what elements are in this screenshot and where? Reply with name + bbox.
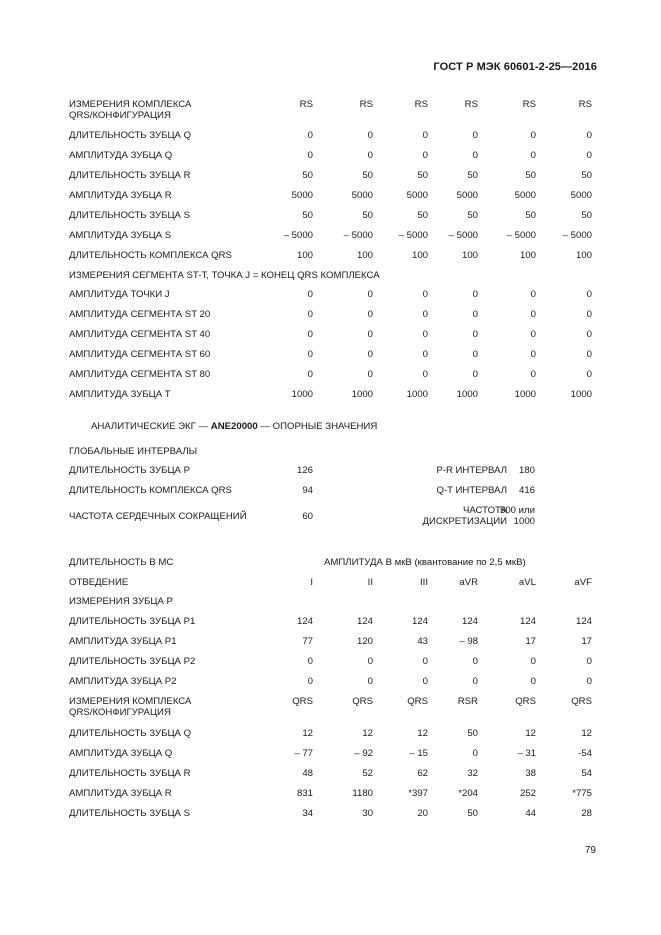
table-cell: – 5000	[283, 230, 313, 241]
table-cell: – 5000	[562, 230, 592, 241]
table-cell: 52	[362, 768, 373, 779]
table-cell: 50	[302, 170, 313, 181]
row-label: ИЗМЕРЕНИЯ ЗУБЦА P	[69, 596, 173, 607]
table-cell: 0	[422, 309, 428, 320]
global-value-right: 416	[518, 485, 535, 496]
table-cell: RSR	[457, 696, 478, 707]
table-cell: 0	[367, 329, 373, 340]
table-cell: RS	[464, 99, 478, 110]
section-suffix: — ОПОРНЫЕ ЗНАЧЕНИЯ	[257, 421, 378, 432]
table-cell: 0	[422, 150, 428, 161]
global-label-right: ЧАСТОТА ДИСКРЕТИЗАЦИИ	[422, 505, 507, 527]
table-cell: 0	[307, 289, 313, 300]
table-cell: 50	[467, 210, 478, 221]
table-cell: 0	[307, 130, 313, 141]
row-label: ДЛИТЕЛЬНОСТЬ ЗУБЦА S	[69, 808, 190, 819]
table-cell: 17	[581, 636, 592, 647]
table-cell: 0	[422, 329, 428, 340]
table-cell: 124	[461, 616, 478, 627]
table-cell: 0	[422, 130, 428, 141]
table-cell: 48	[302, 768, 313, 779]
table-cell: 62	[417, 768, 428, 779]
row-label: ДЛИТЕЛЬНОСТЬ ЗУБЦА R	[69, 170, 191, 181]
table-cell: 124	[411, 616, 428, 627]
table-cell: QRS	[352, 696, 373, 707]
table-cell: 50	[362, 170, 373, 181]
global-label-right: P-R ИНТЕРВАЛ	[436, 465, 507, 476]
table-cell: 50	[525, 170, 536, 181]
table-cell: 124	[519, 616, 536, 627]
table-cell: 0	[530, 150, 536, 161]
table-cell: 0	[422, 369, 428, 380]
table-cell: 0	[586, 656, 592, 667]
table-cell: 50	[467, 728, 478, 739]
table-cell: 5000	[456, 190, 478, 201]
table-cell: 1000	[456, 389, 478, 400]
table-cell: 38	[525, 768, 536, 779]
table-cell: 120	[356, 636, 373, 647]
table-cell: 12	[417, 728, 428, 739]
table-cell: 50	[362, 210, 373, 221]
table-cell: 0	[472, 676, 478, 687]
row-label: ДЛИТЕЛЬНОСТЬ ЗУБЦА R	[69, 768, 191, 779]
table-cell: – 31	[517, 748, 536, 759]
table-cell: 5000	[514, 190, 536, 201]
table-cell: – 92	[354, 748, 373, 759]
table-cell: 0	[307, 369, 313, 380]
table-cell: III	[420, 577, 428, 588]
table-cell: 0	[422, 289, 428, 300]
row-label: ДЛИТЕЛЬНОСТЬ КОМПЛЕКСА QRS	[69, 250, 232, 261]
table-cell: 0	[530, 309, 536, 320]
table-cell: 0	[307, 329, 313, 340]
table-cell: aVR	[459, 577, 478, 588]
table-cell: 12	[362, 728, 373, 739]
table-cell: I	[310, 577, 313, 588]
table-cell: 50	[467, 808, 478, 819]
table-cell: 124	[575, 616, 592, 627]
table-cell: 50	[581, 170, 592, 181]
section-code: ANE20000	[210, 421, 258, 432]
table-cell: 5000	[291, 190, 313, 201]
table-cell: 34	[302, 808, 313, 819]
table-cell: 0	[307, 349, 313, 360]
table-cell: 20	[417, 808, 428, 819]
table-cell: 0	[530, 656, 536, 667]
table-cell: 100	[461, 250, 478, 261]
table-cell: 17	[525, 636, 536, 647]
table-cell: 77	[302, 636, 313, 647]
table-cell: 0	[586, 329, 592, 340]
table-cell: RS	[578, 99, 592, 110]
document-body: АНАЛИТИЧЕСКИЕ ЭКГ — ANE20000 — ОПОРНЫЕ ЗНАЧЕНИЯ ГЛОБАЛЬНЫЕ ИНТЕРВАЛЫ ДЛИТЕЛЬНОСТЬ ЗУБЦА P 126 P-R ИНТЕРВАЛ 180 ДЛИТЕЛЬНОСТЬ КОМПЛЕКСА QRS 94 Q-T ИНТЕРВАЛ 416 ЧАСТОТА СЕРДЕЧНЫХ СОКРАЩЕНИЙ 60 ЧАСТОТА ДИСКРЕТИЗАЦИИ 500 или 1000 ДЛИТЕЛЬНОСТЬ В МС АМПЛИТУДА В мкВ (квантование по 2,5 мкВ) ИЗМЕРЕНИЯ КОМПЛЕКСА QRS/КОНФИГУРАЦИЯ RS RS RS RS RS RS ДЛИТЕЛЬНОСТЬ ЗУБЦА Q 0 0 0 0 0 0 АМПЛИТУДА ЗУБЦА Q 0 0 0 0 0 0 ДЛИТЕЛЬНОСТЬ ЗУБЦА R 50 50 50 50 50 50 АМПЛИТУДА ЗУБЦА R 5000 5000 5000 5000 5000 5000 ДЛИТЕЛЬНОСТЬ ЗУБЦА S 50 50 50 50 50 50 АМПЛИТУДА ЗУБЦА S – 5000 – 5000 – 5000 – 5000 – 5000 – 5000 ДЛИТЕЛЬНОСТЬ КОМПЛЕКСА QRS 100 100 100 100 100 100 ИЗМЕРЕНИЯ СЕГМЕНТА ST-T, ТОЧКА J = КОНЕЦ QRS КОМПЛЕКСА АМПЛИТУДА ТОЧКИ J 0 0 0 0 0 0 АМПЛИТУДА СЕГМЕНТА ST 20 0 0 0 0 0 0 АМПЛИТУДА СЕГМЕНТА ST 40 0 0 0 0 0 0 АМПЛИТУДА СЕГМЕНТА ST 60 0 0 0 0 0 0 АМПЛИТУДА СЕГМЕНТА ST 80 0 0 0 0 0 0 АМПЛИТУДА ЗУБЦА Т 1000 1000 1000 1000 1000 1000 ОТВЕДЕНИЕ I II III aVR aVL aVF ИЗМЕРЕНИЯ ЗУБЦА P ДЛИТЕЛЬНОСТЬ ЗУБЦА P1 124 124 124 124 124 124 АМПЛИТУДА ЗУБЦА P1 77 120 43 – 98 17 17 ДЛИТЕЛЬНОСТЬ ЗУБЦА P2 0 0 0 0 0 0 АМПЛИТУДА ЗУБЦА P2 0 0 0 0 0 0 ИЗМЕРЕНИЯ КОМПЛЕКСА QRS/КОНФИГУРАЦИЯ QRS QRS QRS RSR QRS QRS ДЛИТЕЛЬНОСТЬ ЗУБЦА Q 12 12 12 50 12 12 АМПЛИТУДА ЗУБЦА Q – 77 – 92 – 15 0 – 31 -54 ДЛИТЕЛЬНОСТЬ ЗУБЦА R 48 52 62 32 38 54 АМПЛИТУДА ЗУБЦА R 831 1180 *397 *204 252 *775 ДЛИТЕЛЬНОСТЬ ЗУБЦА S 34 30 20 50 44 28	[69, 99, 592, 819]
table-cell: 0	[367, 369, 373, 380]
row-label: АМПЛИТУДА СЕГМЕНТА ST 60	[69, 349, 211, 360]
table-cell: 50	[417, 170, 428, 181]
table-cell: 50	[525, 210, 536, 221]
table-cell: 0	[472, 656, 478, 667]
row-label: АМПЛИТУДА ЗУБЦА Q	[69, 150, 173, 161]
table-cell: 0	[472, 309, 478, 320]
table-cell: 252	[519, 788, 536, 799]
section-title	[91, 421, 377, 432]
table-cell: 5000	[406, 190, 428, 201]
table-cell: 100	[411, 250, 428, 261]
section-prefix: АНАЛИТИЧЕСКИЕ ЭКГ —	[91, 421, 211, 432]
table-cell: 100	[519, 250, 536, 261]
row-label: АМПЛИТУДА ЗУБЦА Т	[69, 389, 171, 400]
table-cell: 1180	[352, 788, 373, 799]
row-label: АМПЛИТУДА ЗУБЦА R	[69, 788, 172, 799]
table-cell: 0	[530, 369, 536, 380]
row-label: АМПЛИТУДА СЕГМЕНТА ST 80	[69, 369, 211, 380]
table-cell: 5000	[570, 190, 592, 201]
row-label: ИЗМЕРЕНИЯ СЕГМЕНТА ST-T, ТОЧКА J = КОНЕЦ QRS КОМПЛЕКСА	[69, 270, 380, 281]
table-cell: 0	[367, 656, 373, 667]
table-cell: 0	[367, 150, 373, 161]
table-cell: RS	[299, 99, 313, 110]
table-cell: QRS	[407, 696, 428, 707]
table-cell: 0	[586, 369, 592, 380]
table-cell: 1000	[291, 389, 313, 400]
table-cell: 100	[356, 250, 373, 261]
table-cell: – 5000	[398, 230, 428, 241]
table-cell: 0	[530, 676, 536, 687]
table-cell: – 98	[459, 636, 478, 647]
table-cell: 1000	[406, 389, 428, 400]
table-cell: 0	[586, 349, 592, 360]
table-cell: -54	[578, 748, 592, 759]
row-label: АМПЛИТУДА ЗУБЦА P1	[69, 636, 177, 647]
amplitude-header: АМПЛИТУДА В мкВ (квантование по 2,5 мкВ)	[324, 557, 526, 568]
table-cell: 0	[307, 309, 313, 320]
table-cell: 0	[472, 329, 478, 340]
table-cell: 0	[367, 130, 373, 141]
table-cell: QRS	[515, 696, 536, 707]
table-cell: 0	[422, 349, 428, 360]
row-label: ИЗМЕРЕНИЯ КОМПЛЕКСА QRS/КОНФИГУРАЦИЯ	[69, 99, 192, 121]
table-cell: 0	[530, 130, 536, 141]
global-value-right: 180	[518, 465, 535, 476]
table-cell: 0	[530, 349, 536, 360]
table-cell: 28	[581, 808, 592, 819]
table-cell: – 15	[409, 748, 428, 759]
page-number: 79	[584, 845, 596, 856]
row-label: ИЗМЕРЕНИЯ КОМПЛЕКСА QRS/КОНФИГУРАЦИЯ	[69, 696, 192, 718]
table-cell: QRS	[571, 696, 592, 707]
table-cell: 32	[467, 768, 478, 779]
table-cell: 1000	[351, 389, 373, 400]
table-cell: 12	[525, 728, 536, 739]
table-cell: 0	[367, 676, 373, 687]
table-cell: RS	[414, 99, 428, 110]
global-value-right: 500 или 1000	[500, 505, 535, 527]
document-header: ГОСТ Р МЭК 60601-2-25—2016	[433, 61, 597, 73]
table-cell: – 5000	[343, 230, 373, 241]
table-cell: 12	[581, 728, 592, 739]
table-cell: 54	[581, 768, 592, 779]
table-cell: 0	[586, 676, 592, 687]
table-cell: RS	[522, 99, 536, 110]
table-cell: 831	[296, 788, 313, 799]
table-cell: 12	[302, 728, 313, 739]
table-cell: *775	[572, 788, 592, 799]
table-cell: *204	[458, 788, 478, 799]
table-cell: 5000	[351, 190, 373, 201]
table-cell: 0	[586, 309, 592, 320]
table-cell: 0	[472, 150, 478, 161]
table-cell: 50	[302, 210, 313, 221]
table-cell: RS	[359, 99, 373, 110]
table-cell: 30	[362, 808, 373, 819]
table-cell: 0	[530, 329, 536, 340]
row-label: АМПЛИТУДА ТОЧКИ J	[69, 289, 170, 300]
row-label: ОТВЕДЕНИЕ	[69, 577, 129, 588]
row-label: АМПЛИТУДА ЗУБЦА P2	[69, 676, 177, 687]
table-cell: 0	[367, 309, 373, 320]
table-cell: 50	[581, 210, 592, 221]
table-cell: 0	[307, 656, 313, 667]
table-cell: 44	[525, 808, 536, 819]
table-cell: 1000	[570, 389, 592, 400]
row-label: ДЛИТЕЛЬНОСТЬ ЗУБЦА P2	[69, 656, 196, 667]
row-label: ДЛИТЕЛЬНОСТЬ ЗУБЦА P1	[69, 616, 196, 627]
table-cell: 0	[367, 289, 373, 300]
table-cell: II	[367, 577, 373, 588]
table-cell: 50	[417, 210, 428, 221]
table-cell: aVF	[574, 577, 592, 588]
table-cell: 100	[575, 250, 592, 261]
table-cell: 43	[417, 636, 428, 647]
table-cell: – 5000	[506, 230, 536, 241]
table-cell: – 77	[294, 748, 313, 759]
row-label: АМПЛИТУДА ЗУБЦА S	[69, 230, 172, 241]
row-label: ДЛИТЕЛЬНОСТЬ ЗУБЦА Q	[69, 130, 192, 141]
table-cell: 50	[467, 170, 478, 181]
table-cell: 0	[472, 289, 478, 300]
table-cell: 124	[356, 616, 373, 627]
table-cell: 0	[472, 130, 478, 141]
table-cell: aVL	[518, 577, 536, 588]
table-cell: 100	[296, 250, 313, 261]
row-label: АМПЛИТУДА ЗУБЦА R	[69, 190, 172, 201]
table-cell: 0	[422, 656, 428, 667]
table-cell: 0	[472, 349, 478, 360]
table-cell: – 5000	[448, 230, 478, 241]
table-cell: 124	[296, 616, 313, 627]
table-cell: 0	[472, 369, 478, 380]
table-cell: 0	[307, 676, 313, 687]
table-cell: 0	[472, 748, 478, 759]
row-label: АМПЛИТУДА СЕГМЕНТА ST 20	[69, 309, 211, 320]
table-cell: 0	[530, 289, 536, 300]
row-label: ДЛИТЕЛЬНОСТЬ ЗУБЦА S	[69, 210, 190, 221]
table-cell: 1000	[514, 389, 536, 400]
table-cell: 0	[367, 349, 373, 360]
table-cell: 0	[586, 289, 592, 300]
table-cell: 0	[307, 150, 313, 161]
global-label-right: Q-T ИНТЕРВАЛ	[436, 485, 507, 496]
table-cell: 0	[422, 676, 428, 687]
row-label: ДЛИТЕЛЬНОСТЬ ЗУБЦА Q	[69, 728, 192, 739]
row-label: АМПЛИТУДА СЕГМЕНТА ST 40	[69, 329, 211, 340]
table-cell: 0	[586, 150, 592, 161]
table-cell: *397	[408, 788, 428, 799]
table-cell: QRS	[292, 696, 313, 707]
row-label: АМПЛИТУДА ЗУБЦА Q	[69, 748, 173, 759]
table-cell: 0	[586, 130, 592, 141]
